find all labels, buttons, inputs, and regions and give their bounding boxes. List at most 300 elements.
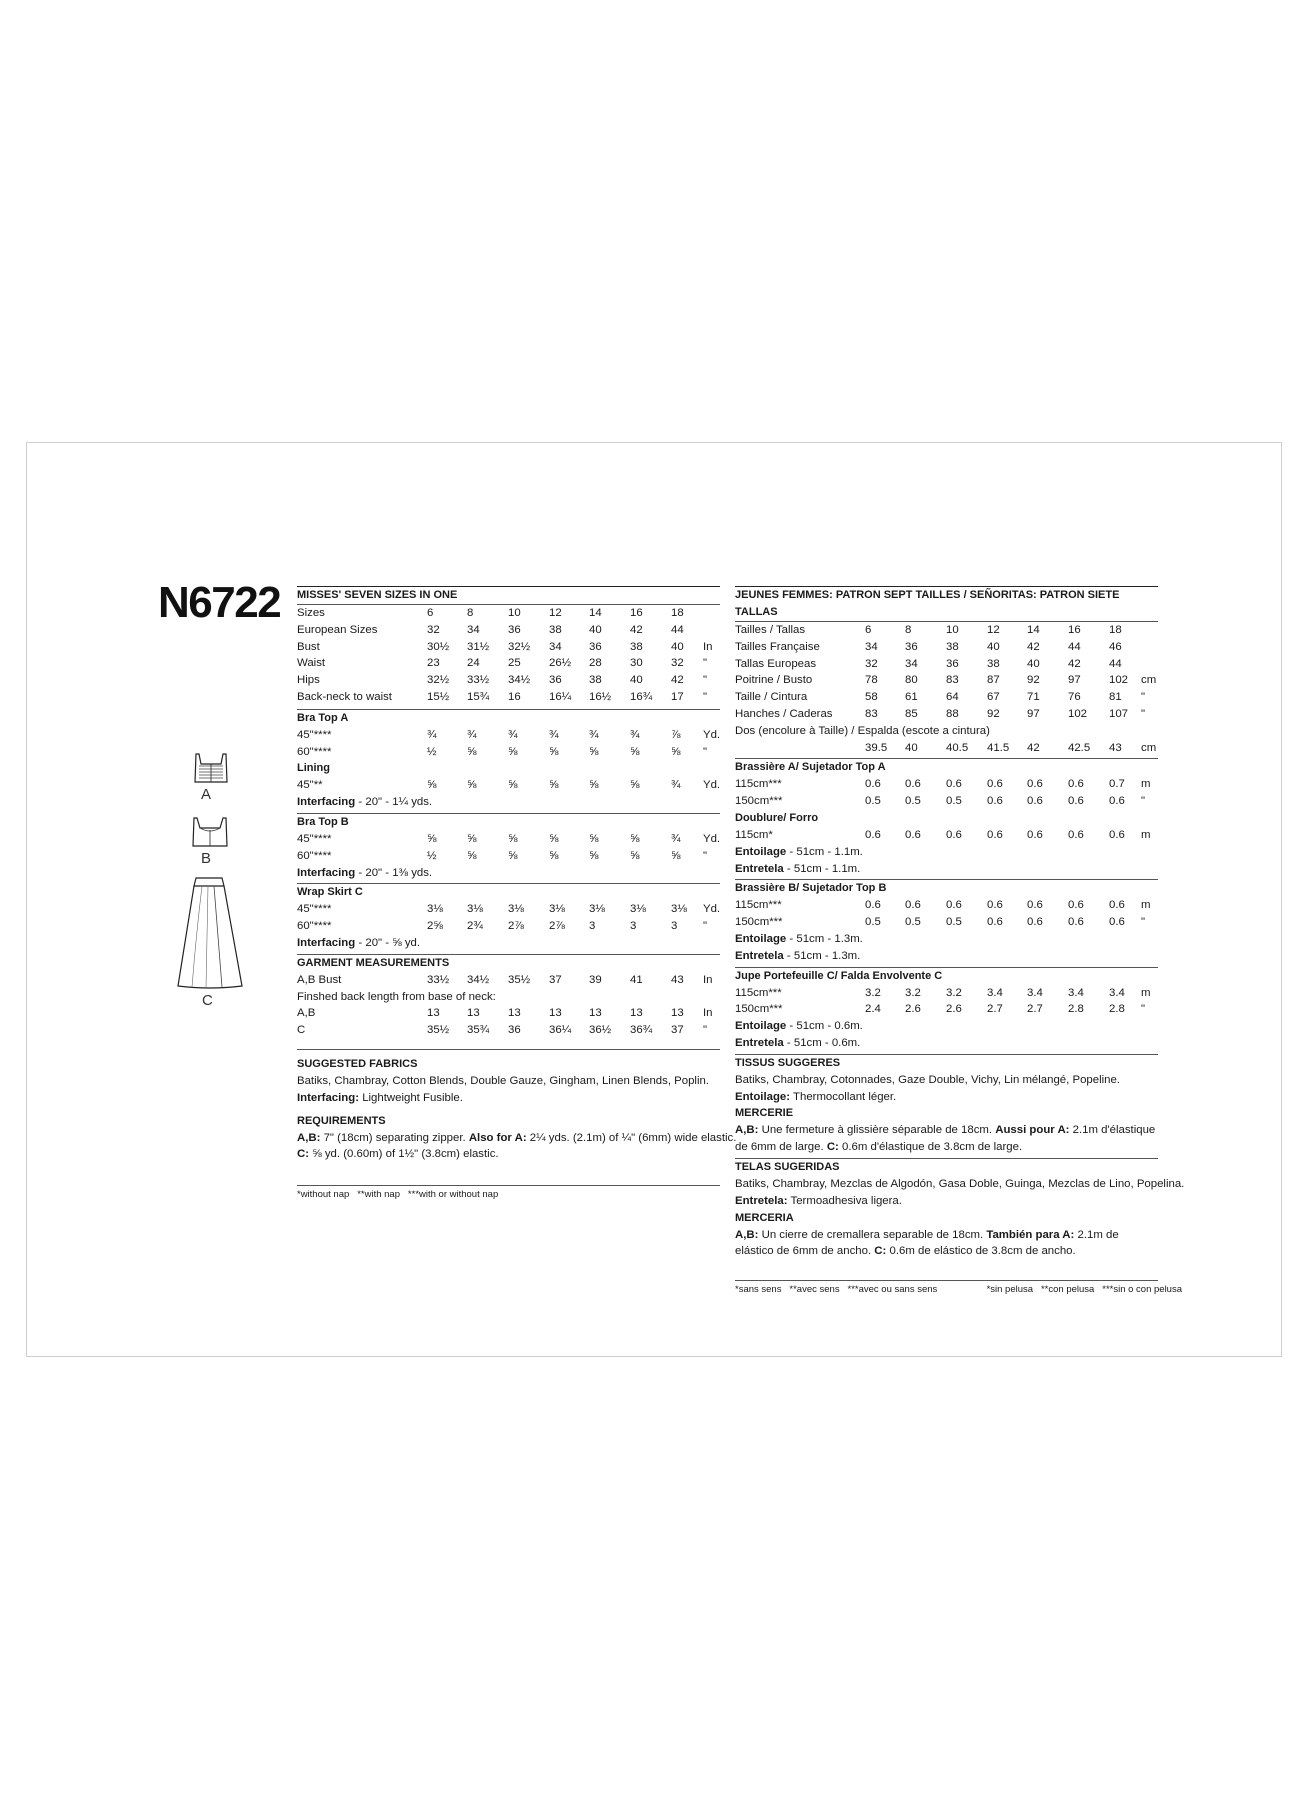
row-value: 32 xyxy=(427,623,440,636)
bra-top-b-interfacing xyxy=(297,865,720,882)
interfacing-label: Interfacing xyxy=(297,796,356,809)
row-value: 0.5 xyxy=(905,795,921,808)
row-label: 45"**** xyxy=(297,832,332,845)
row-value: 2¾ xyxy=(467,920,483,933)
row-value: 81 xyxy=(1109,691,1122,704)
table-row xyxy=(735,672,1158,689)
merc-bold: Aussi pour A: xyxy=(995,1124,1070,1137)
footnote: *without nap xyxy=(297,1189,350,1201)
row-value: ¾ xyxy=(671,779,681,792)
table-row xyxy=(735,776,1158,793)
row-unit: Yd. xyxy=(703,728,721,741)
row-label: 115cm*** xyxy=(735,778,782,791)
row-value: 39 xyxy=(589,973,602,986)
merc-text: 2.1m d'élastique de 6mm de large. xyxy=(735,1124,1156,1154)
interfacing-label: Interfacing xyxy=(297,866,356,879)
row-label: 60"**** xyxy=(297,920,332,933)
bra-a-entoilage xyxy=(735,844,1158,861)
row-value: 2⅞ xyxy=(549,920,565,933)
row-value: 34½ xyxy=(508,674,531,687)
row-label: 60"**** xyxy=(297,849,332,862)
table-row xyxy=(297,1022,720,1039)
skirt-c-entoilage xyxy=(735,1018,1158,1035)
tissus-entoilage xyxy=(735,1089,1158,1106)
interfacing-value: - 20" - 1¼ yds. xyxy=(355,796,433,809)
row-value: 3 xyxy=(589,920,596,933)
entretela-label: Entretela xyxy=(735,862,784,875)
row-value: 0.6 xyxy=(865,778,881,791)
row-label: Waist xyxy=(297,657,326,670)
table-row xyxy=(297,848,720,865)
row-value: 32½ xyxy=(508,640,531,653)
row-unit: " xyxy=(703,1024,708,1037)
row-value: 40.5 xyxy=(946,741,969,754)
entoilage-label: Entoilage xyxy=(735,932,787,945)
row-value: 34 xyxy=(549,640,562,653)
table-row xyxy=(735,706,1158,723)
row-unit: Yd. xyxy=(703,832,721,845)
row-value: ⅝ xyxy=(427,779,437,792)
row-value: ⅝ xyxy=(508,779,518,792)
merc-bold: C: xyxy=(874,1245,887,1258)
merc-text: 0.6m d'élastique de 3.8cm de large. xyxy=(838,1141,1023,1154)
row-value: 61 xyxy=(905,691,918,704)
row-value: ⅝ xyxy=(427,832,437,845)
row-unit: In xyxy=(703,1007,713,1020)
row-value: ¾ xyxy=(427,728,437,741)
row-value: 36 xyxy=(589,640,602,653)
row-value: 0.5 xyxy=(905,916,921,929)
row-value: ¾ xyxy=(630,728,640,741)
row-value: 0.6 xyxy=(905,778,921,791)
merc-bold: A,B: xyxy=(735,1124,759,1137)
row-value: 0.6 xyxy=(865,899,881,912)
bra-a-fr-title: Brassière A/ Sujetador Top A xyxy=(735,761,886,774)
table-row xyxy=(297,655,720,672)
row-label: Sizes xyxy=(297,607,325,619)
table-row xyxy=(297,622,720,639)
row-value: 14 xyxy=(1027,624,1040,636)
english-title: MISSES' SEVEN SIZES IN ONE xyxy=(297,589,458,601)
row-label: Bust xyxy=(297,640,320,653)
row-value: 38 xyxy=(946,640,959,653)
telas-title: TELAS SUGERIDAS xyxy=(735,1160,840,1173)
row-unit: " xyxy=(703,745,708,758)
entretela-value: - 51cm - 0.6m. xyxy=(783,1036,861,1049)
bra-top-a-title: Bra Top A xyxy=(297,711,349,724)
row-value: 34 xyxy=(865,640,878,653)
row-value: ⅝ xyxy=(549,745,559,758)
row-value: 3⅛ xyxy=(630,903,646,916)
row-value: 33½ xyxy=(467,674,490,687)
row-value: ⅝ xyxy=(508,849,518,862)
bra-top-b-illustration xyxy=(188,816,232,850)
row-value: 13 xyxy=(467,1007,480,1020)
row-value: 32 xyxy=(865,657,878,670)
req-bold: C: xyxy=(297,1148,310,1161)
row-value: 102 xyxy=(1068,707,1088,720)
table-row xyxy=(735,622,1158,639)
row-value: 0.6 xyxy=(1109,795,1125,808)
illustration-a-label: A xyxy=(201,786,212,803)
table-row xyxy=(735,827,1158,844)
row-value: ⅝ xyxy=(630,832,640,845)
row-unit: m xyxy=(1141,778,1151,791)
row-value: 92 xyxy=(987,707,1000,720)
english-footnotes xyxy=(297,1186,720,1202)
row-value: 80 xyxy=(905,674,918,687)
row-value: ⅝ xyxy=(467,779,477,792)
row-value: 10 xyxy=(946,624,959,636)
row-label: 150cm*** xyxy=(735,1003,783,1016)
row-value: 0.6 xyxy=(987,916,1003,929)
row-value: 40 xyxy=(589,623,602,636)
row-value: 42 xyxy=(1068,657,1081,670)
row-unit: " xyxy=(1141,1003,1146,1016)
row-value: 0.6 xyxy=(1068,828,1084,841)
row-value: 40 xyxy=(630,674,643,687)
suggested-interfacing xyxy=(297,1090,720,1107)
row-value: 0.6 xyxy=(987,899,1003,912)
wrap-skirt-c-illustration xyxy=(174,876,246,990)
garment-measurements-title: GARMENT MEASUREMENTS xyxy=(297,956,450,969)
row-value: 38 xyxy=(987,657,1000,670)
row-value: 36¼ xyxy=(549,1024,572,1037)
mercerie-title: MERCERIE xyxy=(735,1107,794,1120)
row-value: 97 xyxy=(1068,674,1081,687)
row-value: 3 xyxy=(630,920,637,933)
entoilage-value: - 51cm - 1.3m. xyxy=(786,932,863,945)
row-value: 0.6 xyxy=(987,828,1003,841)
row-value: 36 xyxy=(508,623,521,636)
table-row xyxy=(735,914,1158,931)
row-value: 38 xyxy=(549,623,562,636)
row-unit: In xyxy=(703,640,713,653)
suggested-fabrics-text: Batiks, Chambray, Cotton Blends, Double Gauze, Gingham, Linen Blends, Poplin. xyxy=(297,1074,709,1087)
entretela-value: - 51cm - 1.3m. xyxy=(783,949,861,962)
row-label: 45"** xyxy=(297,779,323,792)
row-value: 3⅛ xyxy=(589,903,605,916)
row-label: A,B Bust xyxy=(297,973,342,986)
table-row xyxy=(297,672,720,689)
row-value: 23 xyxy=(427,657,440,670)
row-value: 35¾ xyxy=(467,1024,490,1037)
row-value: 0.7 xyxy=(1109,778,1125,791)
row-value: 36¾ xyxy=(630,1024,653,1037)
english-size-table xyxy=(297,605,720,706)
row-value: 0.6 xyxy=(1027,778,1043,791)
entoilage-value: - 51cm - 0.6m. xyxy=(786,1020,863,1033)
row-value: 3⅛ xyxy=(427,903,443,916)
row-value: 13 xyxy=(589,1007,602,1020)
wrap-skirt-c-title: Wrap Skirt C xyxy=(297,886,363,899)
row-value: 40 xyxy=(671,640,684,653)
row-value: 34½ xyxy=(467,973,490,986)
row-value: 42.5 xyxy=(1068,741,1091,754)
table-row xyxy=(735,793,1158,810)
row-value: 43 xyxy=(671,973,684,986)
row-value: 76 xyxy=(1068,691,1081,704)
entoilage-label: Entoilage xyxy=(735,1020,787,1033)
row-unit: " xyxy=(1141,795,1146,808)
row-value: 67 xyxy=(987,691,1000,704)
row-value: 12 xyxy=(987,624,1000,636)
row-value: 0.6 xyxy=(1068,778,1084,791)
table-row xyxy=(297,689,720,706)
row-value: 36 xyxy=(905,640,918,653)
merc-bold: A,B: xyxy=(735,1228,759,1241)
row-value: ¾ xyxy=(508,728,518,741)
merc-text: Une fermeture à glissière séparable de 18cm. xyxy=(758,1124,996,1137)
bra-top-a-illustration xyxy=(190,752,232,786)
row-value: ¾ xyxy=(549,728,559,741)
row-value: ¾ xyxy=(467,728,477,741)
row-value: 24 xyxy=(467,657,480,670)
merceria-title: MERCERIA xyxy=(735,1211,794,1224)
row-unit: " xyxy=(1141,916,1146,929)
row-label: Hips xyxy=(297,674,320,687)
wrap-skirt-c-table xyxy=(297,901,720,935)
interfacing-value: - 20" - ⅝ yd. xyxy=(355,936,421,949)
row-value: 2.8 xyxy=(1068,1003,1084,1016)
row-value: 36 xyxy=(946,657,959,670)
row-value: 8 xyxy=(467,607,474,619)
row-value: ⅝ xyxy=(671,745,681,758)
french-spanish-footnotes xyxy=(735,1281,1182,1297)
table-row xyxy=(735,639,1158,656)
row-value: 0.6 xyxy=(1109,828,1125,841)
footnote: **with nap xyxy=(357,1189,400,1201)
row-value: 38 xyxy=(630,640,643,653)
row-value: 0.6 xyxy=(946,828,962,841)
entretela-label: Entretela xyxy=(735,1036,784,1049)
row-value: ⅝ xyxy=(467,745,477,758)
row-value: 0.6 xyxy=(905,828,921,841)
row-value: 36 xyxy=(549,674,562,687)
row-value: 16¼ xyxy=(549,690,572,703)
row-unit: cm xyxy=(1141,741,1157,754)
merc-text: Un cierre de cremallera separable de 18cm. xyxy=(758,1228,987,1241)
bra-top-b-title: Bra Top B xyxy=(297,815,349,828)
row-value: 2.7 xyxy=(987,1003,1003,1016)
back-row xyxy=(735,740,1158,757)
row-value: 6 xyxy=(865,624,872,636)
entretela-label: Entretela: xyxy=(735,1194,788,1207)
row-value: 39.5 xyxy=(865,741,888,754)
row-label: Tailles Française xyxy=(735,640,820,653)
row-unit: " xyxy=(703,674,708,687)
requirements-title: REQUIREMENTS xyxy=(297,1114,386,1127)
interfacing-text: Lightweight Fusible. xyxy=(359,1091,463,1104)
pattern-number: N6722 xyxy=(158,578,281,627)
row-value: 16 xyxy=(508,690,521,703)
row-value: 16¾ xyxy=(630,690,653,703)
row-value: 15¾ xyxy=(467,690,490,703)
row-value: 2⅝ xyxy=(427,920,443,933)
interfacing-label: Interfacing: xyxy=(297,1091,360,1104)
garment-c-row xyxy=(297,1022,720,1039)
row-value: 30½ xyxy=(427,640,450,653)
row-value: 0.6 xyxy=(1109,899,1125,912)
row-value: 0.5 xyxy=(946,916,962,929)
row-value: 0.6 xyxy=(1068,916,1084,929)
row-value: 42 xyxy=(671,674,684,687)
row-value: 71 xyxy=(1027,691,1040,704)
bra-top-a-lining-title: Lining xyxy=(297,762,330,775)
row-unit: " xyxy=(1141,707,1146,720)
row-value: 28 xyxy=(589,657,602,670)
illustration-c-label: C xyxy=(202,992,213,1009)
row-value: ⅝ xyxy=(549,779,559,792)
bra-a-fr-lining-row xyxy=(735,827,1158,844)
row-value: ¾ xyxy=(671,832,681,845)
table-row xyxy=(297,727,720,744)
row-value: 8 xyxy=(905,624,912,636)
row-value: 88 xyxy=(946,707,959,720)
wrap-skirt-c-interfacing xyxy=(297,935,720,952)
row-value: 40 xyxy=(1027,657,1040,670)
bra-top-a-interfacing xyxy=(297,794,720,811)
merc-text: 0.6m de elástico de 3.8cm de ancho. xyxy=(886,1245,1076,1258)
footnote: **avec sens xyxy=(789,1284,840,1296)
row-value: 38 xyxy=(589,674,602,687)
row-label: Poitrine / Busto xyxy=(735,674,813,687)
tissus-text: Batiks, Chambray, Cotonnades, Gaze Double, Vichy, Lin mélangé, Popeline. xyxy=(735,1073,1120,1086)
row-value: 78 xyxy=(865,674,878,687)
bra-top-b-table xyxy=(297,831,720,865)
table-row xyxy=(297,744,720,761)
row-value: 42 xyxy=(1027,640,1040,653)
table-row xyxy=(735,656,1158,673)
bra-a-fr-lining-title: Doublure/ Forro xyxy=(735,811,819,824)
row-value: 2.8 xyxy=(1109,1003,1125,1016)
row-unit: cm xyxy=(1141,674,1157,687)
row-value: 0.6 xyxy=(905,899,921,912)
row-value: ½ xyxy=(427,745,437,758)
row-label: Back-neck to waist xyxy=(297,690,392,703)
illustration-b-label: B xyxy=(201,850,212,867)
row-label: A,B xyxy=(297,1007,316,1020)
garment-ab-row xyxy=(297,1005,720,1022)
footnote: ***sin o con pelusa xyxy=(1102,1284,1182,1296)
row-value: ¾ xyxy=(589,728,599,741)
row-value: 85 xyxy=(905,707,918,720)
row-value: 3.4 xyxy=(987,986,1003,999)
row-value: ⅝ xyxy=(467,849,477,862)
footnote: ***avec ou sans sens xyxy=(847,1284,938,1296)
row-label: Tailles / Tallas xyxy=(735,624,806,636)
row-value: 41.5 xyxy=(987,741,1010,754)
row-value: 13 xyxy=(630,1007,643,1020)
row-value: ⅝ xyxy=(589,779,599,792)
row-value: ⅝ xyxy=(589,832,599,845)
table-row xyxy=(297,918,720,935)
row-value: ⅞ xyxy=(671,728,681,741)
row-value: 3 xyxy=(671,920,678,933)
merc-bold: También para A: xyxy=(986,1228,1075,1241)
row-value: 0.6 xyxy=(1027,899,1043,912)
row-unit: Yd. xyxy=(703,903,721,916)
row-value: 64 xyxy=(946,691,959,704)
french-spanish-column xyxy=(735,586,1185,1297)
row-value: 16 xyxy=(630,607,643,619)
telas-text: Batiks, Chambray, Mezclas de Algodón, Gasa Doble, Guinga, Mezclas de Lino, Popelina. xyxy=(735,1177,1185,1190)
french-spanish-title: JEUNES FEMMES: PATRON SEPT TAILLES / SEÑORITAS: PATRON SIETE TALLAS xyxy=(735,589,1120,618)
requirements-line-1 xyxy=(297,1130,737,1147)
table-row xyxy=(735,985,1158,1002)
row-label: 115cm*** xyxy=(735,899,782,912)
row-value: 97 xyxy=(1027,707,1040,720)
row-unit: " xyxy=(703,690,708,703)
row-label: 115cm*** xyxy=(735,986,782,999)
req-bold: A,B: xyxy=(297,1131,321,1144)
row-value: 44 xyxy=(671,623,684,636)
row-value: 32½ xyxy=(427,674,450,687)
row-value: 3.2 xyxy=(905,986,921,999)
row-value: 0.6 xyxy=(946,899,962,912)
row-value: 2.6 xyxy=(946,1003,962,1016)
row-value: 0.6 xyxy=(1027,828,1043,841)
row-value: 3.4 xyxy=(1027,986,1043,999)
row-value: 3.2 xyxy=(865,986,881,999)
row-value: 2⅞ xyxy=(508,920,524,933)
row-value: ⅝ xyxy=(630,849,640,862)
row-value: 3.2 xyxy=(946,986,962,999)
row-value: ⅝ xyxy=(549,832,559,845)
table-row xyxy=(297,639,720,656)
row-value: ⅝ xyxy=(671,849,681,862)
entoilage-text: Thermocollant léger. xyxy=(790,1090,897,1103)
row-value: 0.6 xyxy=(987,795,1003,808)
bra-top-a-table xyxy=(297,727,720,761)
row-label: European Sizes xyxy=(297,623,378,636)
table-row xyxy=(297,901,720,918)
row-value: 36 xyxy=(508,1024,521,1037)
row-value: 31½ xyxy=(467,640,490,653)
row-value: 16½ xyxy=(589,690,612,703)
row-value: 40 xyxy=(905,741,918,754)
garment-bust-row xyxy=(297,972,720,989)
row-label: 150cm*** xyxy=(735,795,783,808)
row-value: 46 xyxy=(1109,640,1122,653)
row-label: Taille / Cintura xyxy=(735,691,808,704)
skirt-c-entretela xyxy=(735,1035,1158,1052)
footnote: *sans sens xyxy=(735,1284,782,1296)
row-value: 102 xyxy=(1109,674,1129,687)
row-value: 44 xyxy=(1068,640,1081,653)
table-row xyxy=(735,740,1158,757)
row-value: 35½ xyxy=(508,973,531,986)
bra-b-entretela xyxy=(735,948,1158,965)
merc-text: 2.1m de elástico de 6mm de ancho. xyxy=(735,1228,1119,1258)
row-unit: " xyxy=(1141,691,1146,704)
entretela-label: Entretela xyxy=(735,949,784,962)
row-value: ½ xyxy=(427,849,437,862)
merceria-text xyxy=(735,1227,1158,1261)
table-row xyxy=(297,777,720,794)
row-value: 3⅛ xyxy=(549,903,565,916)
row-value: 13 xyxy=(427,1007,440,1020)
row-unit: Yd. xyxy=(703,779,721,792)
row-value: 3⅛ xyxy=(671,903,687,916)
bra-a-entretela xyxy=(735,861,1158,878)
row-label: Tallas Europeas xyxy=(735,657,817,670)
interfacing-label: Interfacing xyxy=(297,936,356,949)
skirt-c-fr-title: Jupe Portefeuille C/ Falda Envolvente C xyxy=(735,969,943,982)
entoilage-value: - 51cm - 1.1m. xyxy=(786,845,863,858)
entoilage-label: Entoilage: xyxy=(735,1090,791,1103)
row-value: ⅝ xyxy=(589,745,599,758)
